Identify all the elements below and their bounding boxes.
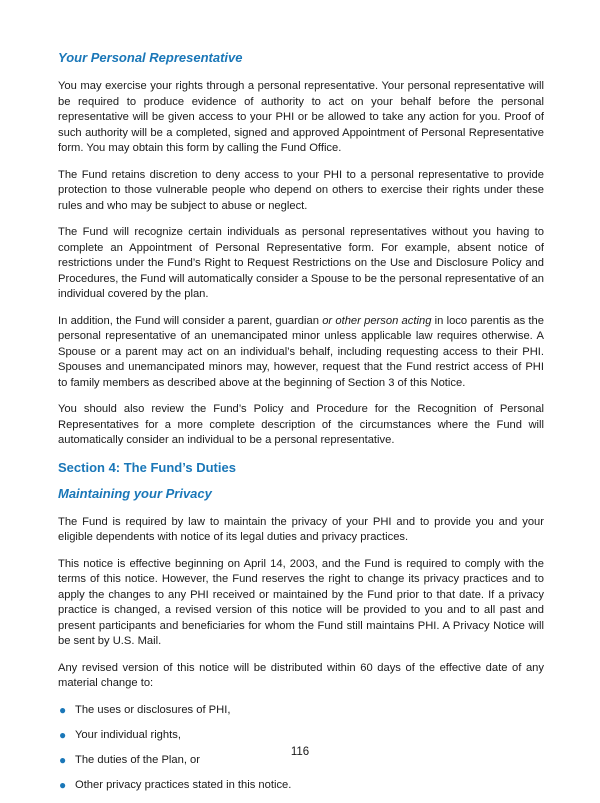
page-number: 116 [290,746,310,758]
bullet-icon: ● [59,777,67,792]
paragraph-text: in loco parentis as the personal representative of an unemancipated minor unless applicable law requires otherwise. A Spouse or a parent may act on an individual’s behalf, including requesting access to their PHI. Spouses and unemancipated minors may, however, request that the Fund restrict access of PHI to family members as described above at the beginning of Section 3 of this Notice. [58,314,544,389]
list-item-text: Other privacy practices stated in this notice. [75,778,292,791]
italic-phrase: or other person acting [322,314,432,327]
maintaining-privacy-heading: Maintaining your Privacy [58,485,212,501]
list-item-text: The uses or disclosures of PHI, [75,703,231,716]
paragraph: This notice is effective beginning on April 14, 2003, and the Fund is required to comply with the terms of this notice. However, the Fund reserves the right to change its privacy practices and to apply the changes to any PHI received or maintained by the Fund prior to that date. If a privacy practice is changed, a revised version of this notice will be provided to you and to all past and present participants and beneficiaries for whom the Fund still maintains PHI. A Privacy Notice will be sent by U.S. Mail. [58,557,544,647]
paragraph: Any revised version of this notice will be distributed within 60 days of the effective date of any material change to: [58,661,544,689]
paragraph: The Fund retains discretion to deny access to your PHI to a personal representative to provide protection to those vulnerable people who depend on others to exercise their rights under these rules and who may be subject to abuse or neglect. [58,168,544,212]
paragraph: The Fund is required by law to maintain the privacy of your PHI and to provide you and your eligible dependents with notice of its legal duties and privacy practices. [58,515,544,543]
paragraph-text: In addition, the Fund will consider a parent, guardian [58,314,323,327]
paragraph: You may exercise your rights through a personal representative. Your personal representative will be required to produce evidence of authority to act on your behalf before the personal representative will be given access to your PHI or be allowed to take any action for you. Proof of such authority will be a completed, signed and approved Appointment of Personal Representative form. You may obtain this form by calling the Fund Office. [58,80,544,154]
bullet-icon: ● [59,702,67,717]
list-item-text: Your individual rights, [75,728,181,741]
document-page [58,50,544,803]
list-item [58,728,544,744]
personal-representative-heading: Your Personal Representative [58,50,243,65]
bullet-icon: ● [59,752,67,767]
list-item-text: The duties of the Plan, or [75,753,201,766]
paragraph: The Fund will recognize certain individuals as personal representatives without you having to complete an Appointment of Personal Representative form. For example, absent notice of restrictions under the Fund’s Right to Request Restrictions on the Use and Disclosure Policy and Procedures, the Fund will automatically consider a Spouse to be the personal representative of an individual covered by the plan. [58,226,544,300]
list-item [58,703,544,719]
bullet-icon: ● [59,727,67,742]
section-4-heading: Section 4: The Fund’s Duties [58,459,236,475]
paragraph: You should also review the Fund’s Policy and Procedure for the Recognition of Personal Representatives for a more complete description of the circumstances where the Fund will automatically consider an individual to be a personal representative. [58,403,544,446]
list-item [58,778,544,794]
paragraph [58,314,544,392]
